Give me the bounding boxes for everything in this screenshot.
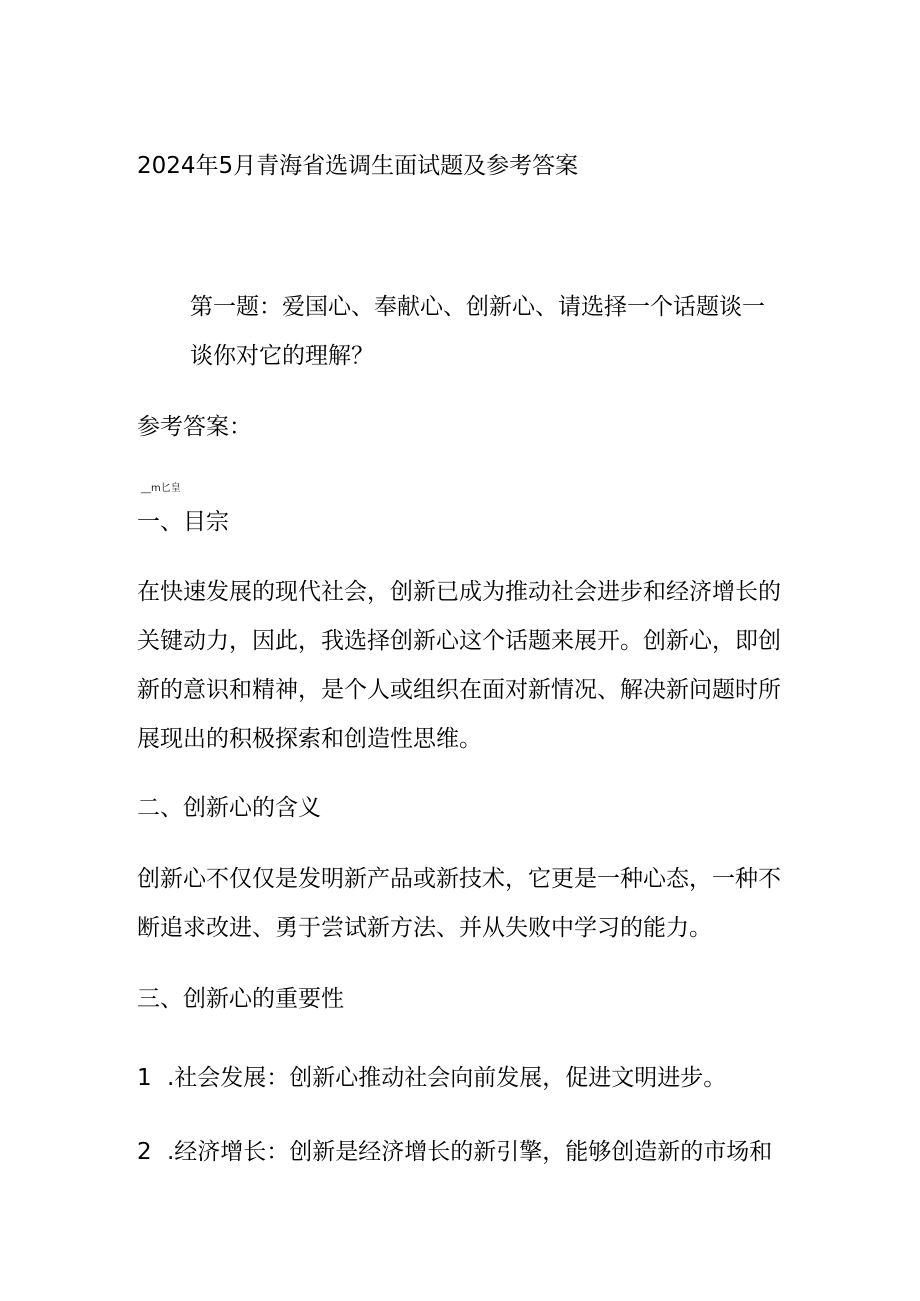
- paragraph-line: 展现出的积极探索和创造性思维。: [137, 726, 482, 752]
- paragraph-line: 新的意识和精神，是个人或组织在面对新情况、解决新问题时所: [137, 677, 781, 703]
- document-title: 2024年5月青海省选调生面试题及参考答案: [137, 153, 579, 179]
- paragraph-line: 关键动力，因此，我选择创新心这个话题来展开。创新心，即创: [137, 628, 781, 654]
- question-line-1: 第一题：爱国心、奉献心、创新心、请选择一个话题谈一: [190, 294, 765, 320]
- section-heading-2: 二、创新心的含义: [137, 795, 321, 821]
- list-item: [137, 1067, 726, 1090]
- question-line-2: 谈你对它的理解？: [190, 343, 374, 369]
- paragraph-line: 创新心不仅仅是发明新产品或新技术，它更是一种心态，一种不: [137, 866, 781, 892]
- section-heading-3: 三、创新心的重要性: [137, 986, 344, 1012]
- section-1-paragraph: [137, 568, 781, 764]
- list-item-text: .社会发展：创新心推动社会向前发展，促进文明进步。: [167, 1065, 727, 1091]
- paragraph-line: 断追求改进、勇于尝试新方法、并从失败中学习的能力。: [137, 915, 712, 941]
- list-item: [137, 1141, 772, 1164]
- list-item-number: 2: [137, 1139, 152, 1165]
- paragraph-line: 在快速发展的现代社会，创新已成为推动社会进步和经济增长的: [137, 579, 781, 605]
- list-item-text: .经济增长：创新是经济增长的新引擎，能够创造新的市场和: [167, 1139, 773, 1165]
- answer-label: 参考答案：: [137, 414, 252, 440]
- section-2-paragraph: [137, 855, 781, 953]
- section-heading-1: 一、目宗: [137, 509, 229, 535]
- list-item-number: 1: [137, 1065, 152, 1091]
- scan-artifact-text: __m匕皇: [141, 483, 181, 494]
